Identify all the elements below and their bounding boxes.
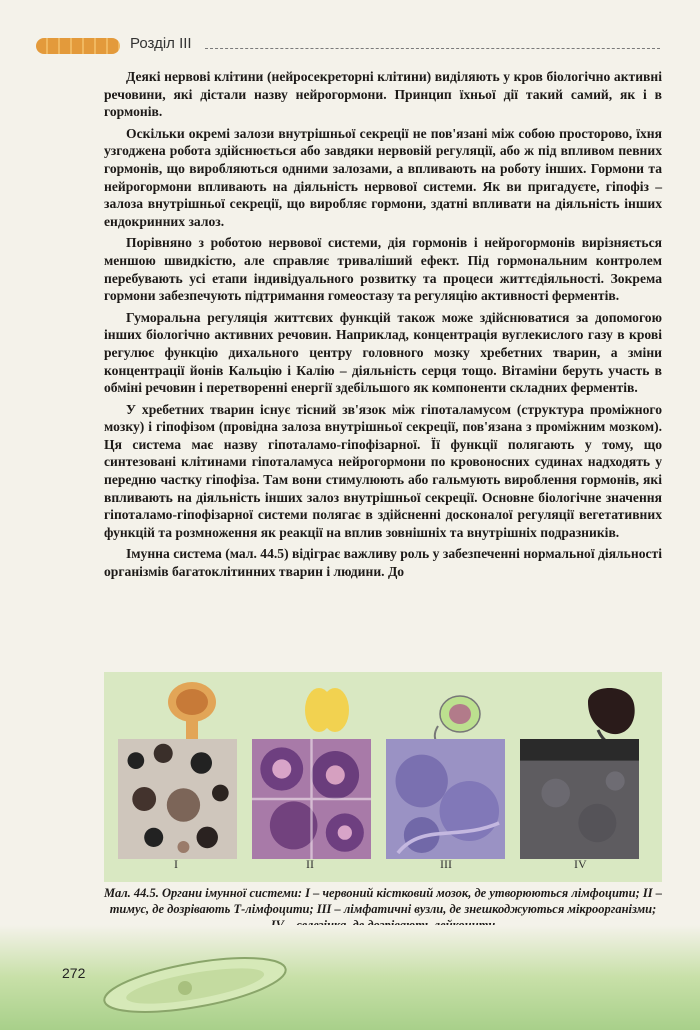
lymph-node-micrograph: [386, 739, 505, 859]
paragraph: Деякі нервові клітини (нейросекреторні клітини) виділяють у кров біологічно активні речовини, які дістали назву нейрогормони. Принцип їхньої дії такий самий, як і в гормонів.: [104, 69, 662, 120]
bone-marrow-micrograph: [118, 739, 237, 859]
paramecium-icon: [95, 950, 295, 1020]
paragraph: Порівняно з роботою нервової системи, дія гормонів і нейрогормонів вирізняється меншою швидкістю, але справляє триваліший ефект. Під гормональним контролем перебувають усі етапи індивідуального розвитку та процеси життєдіяльності. Зокрема гормони забезпечують підтримання гомеостазу та регуляцію активності ферментів.: [104, 235, 662, 304]
label-roman-1: I: [174, 857, 178, 871]
paragraph: Імунна система (мал. 44.5) відіграє важливу роль у забезпеченні нормальної діяльності організмів багатоклітинних тварин і людини. До: [104, 546, 662, 580]
header-divider: [205, 48, 660, 49]
page-header: [0, 30, 700, 70]
section-title: Розділ III: [130, 35, 192, 52]
bone-marrow-illustration: [162, 680, 222, 740]
thymus-micrograph: [252, 739, 371, 859]
paragraph: Гуморальна регуляція життєвих функцій також може здійснюватися за допомогою інших біологічно активних речовин. Наприклад, концентрація вуглекислого газу в крові регулює функцію дихального центру головного мозку хребетних тварин, а зміни концентрації йонів Кальцію і Калію – діяльність серця тощо. Вітаміни беруть участь в обміні речовин і перетворенні енергії здебільшого як компоненти складних ферментів.: [104, 309, 662, 396]
paragraph: Оскільки окремі залози внутрішньої секреції не пов'язані між собою просторово, їхня узгоджена робота здійснюється або завдяки нервовій регуляції, або ж під впливом певних гормонів, що виробляються одними залозами, а впливають на роботу інших. Гормони та нейрогормони впливають на діяльність нервової системи. Як ви пригадуєте, гіпофіз – залоза внутрішньої секреції, що виробляє гормони, здатні впливати на діяльність інших ендокринних залоз.: [104, 125, 662, 229]
lymph-node-illustration: [430, 684, 494, 746]
figure-44-5: [104, 672, 662, 882]
page-number: 272: [62, 965, 86, 981]
label-roman-4: IV: [574, 857, 587, 871]
label-roman-3: III: [440, 857, 452, 871]
header-ornament: [36, 38, 120, 54]
thymus-illustration: [297, 680, 357, 740]
label-roman-2: II: [306, 857, 314, 871]
paragraph: У хребетних тварин існує тісний зв'язок між гіпоталамусом (структура проміжного мозку) і гіпофізом (провідна залоза внутрішньої секреції, пов'язана з проміжним мозком). Ця система має назву гіпоталамо-гіпофізарної. Її функції полягають у тому, що синтезовані клітинами гіпоталамуса нейрогормони по кровоносних судинах надходять у передню частку гіпофіза. Там вони стимулюють або гальмують вироблення гормонів, які впливають на діяльність інших залоз внутрішньої секреції. Основне біологічне значення гіпоталамо-гіпофізарної системи полягає в здійсненні досконалої регуляції вегетативних функцій та розмноження як реакції на вплив зовнішніх та внутрішніх подразників.: [104, 401, 662, 540]
spleen-micrograph: [520, 739, 639, 859]
figure-caption: Мал. 44.5. Органи імунної системи: I – червоний кістковий мозок, де утворюються лімфоцити; II – тимус, де дозрівають Т-лімфоцити; III – лімфатичні вузли, де знешкоджуються мікроорганізми;: [104, 886, 662, 916]
text-body: [104, 68, 662, 585]
